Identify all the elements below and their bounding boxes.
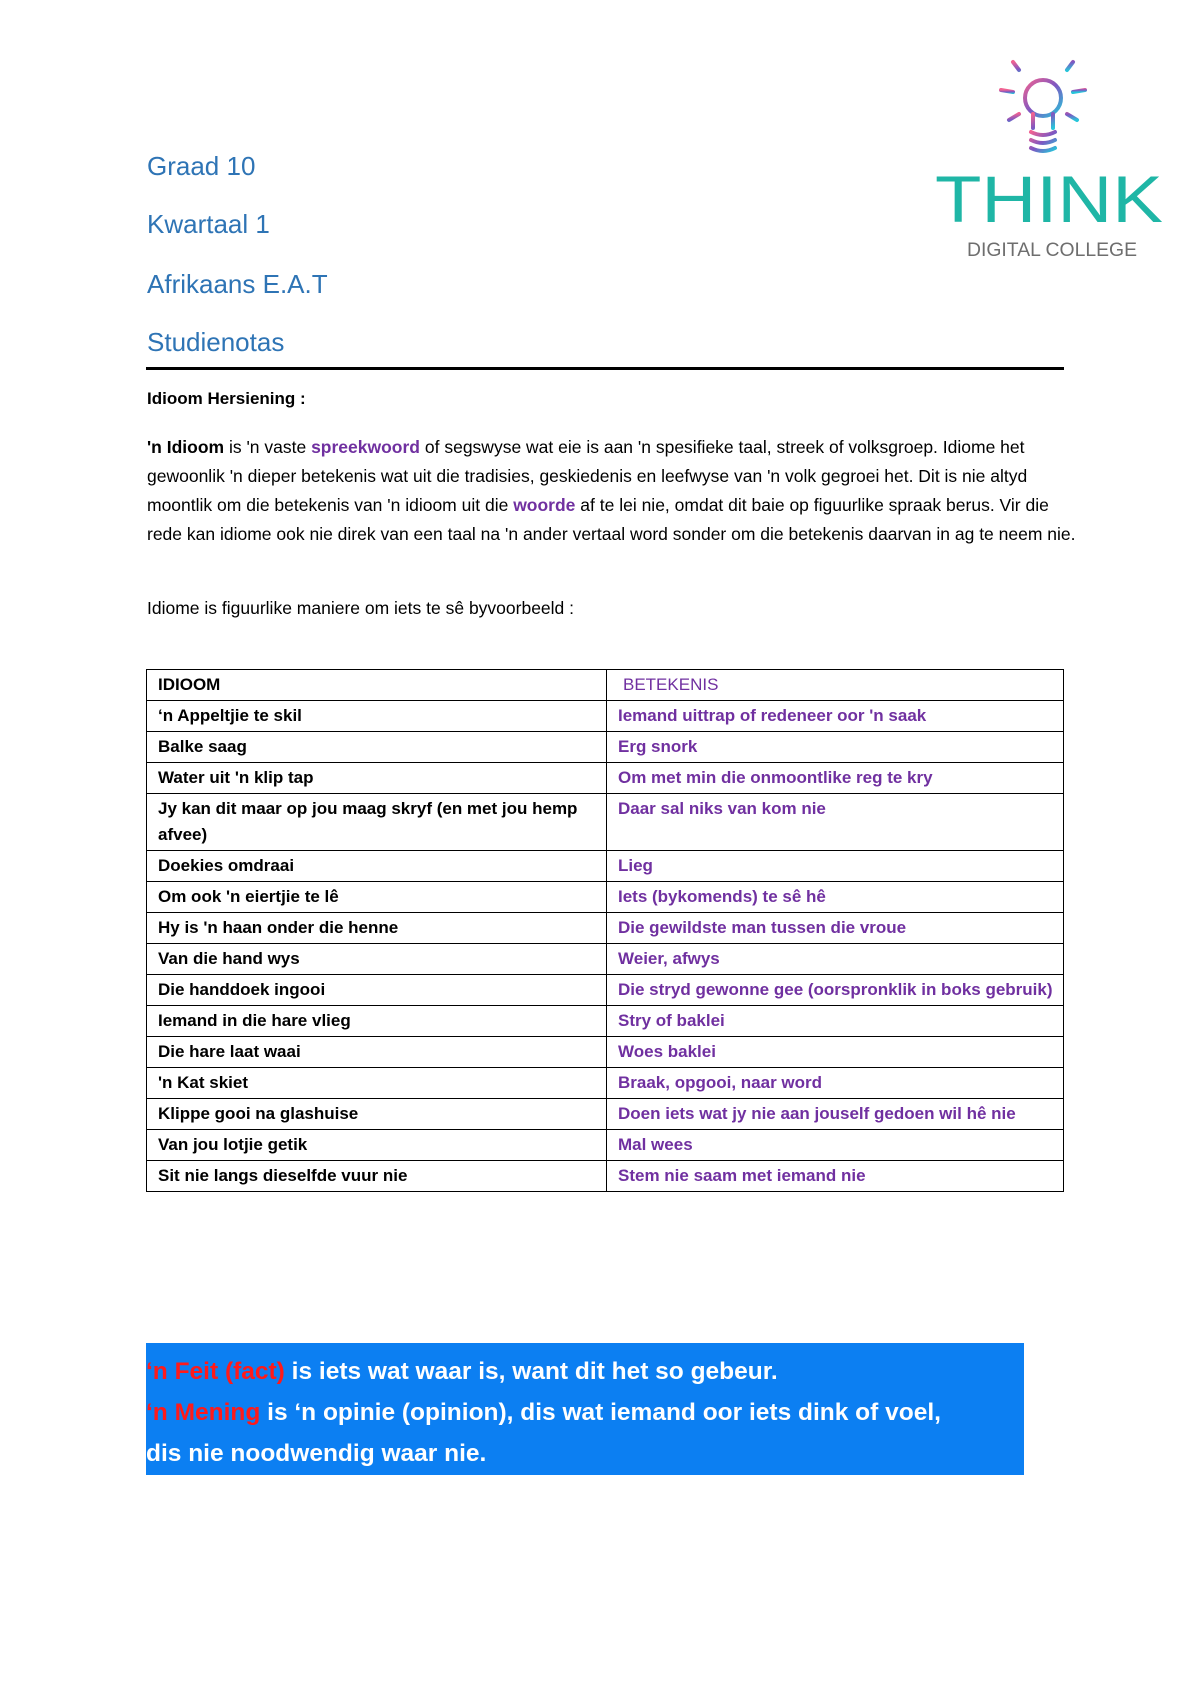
table-row [147, 701, 1064, 732]
table-row [147, 1130, 1064, 1161]
section-title: Idioom Hersiening : [147, 389, 306, 408]
idiom-table-body [147, 701, 1064, 1192]
intro-link-woorde: woorde [513, 495, 576, 515]
idiom-cell: Die handdoek ingooi [147, 975, 607, 1006]
table-header-row [147, 670, 1064, 701]
opinion-term: ‘n Mening [146, 1399, 261, 1426]
fact-opinion-banner [146, 1343, 1024, 1475]
table-row [147, 1006, 1064, 1037]
meaning-cell: Woes baklei [607, 1037, 1064, 1068]
think-wordmark [935, 162, 1163, 236]
meaning-cell: Weier, afwys [607, 944, 1064, 975]
table-row [147, 763, 1064, 794]
table-row [147, 1161, 1064, 1192]
meaning-cell: Braak, opgooi, naar word [607, 1068, 1064, 1099]
grade-heading: Graad 10 [147, 151, 256, 181]
intro-text-3: af te lei nie, omdat dit baie op figuurlike spraak berus. Vir die rede kan idiome ook nie direk van een taal na 'n ander vertaal word sonder om die betekenis daarvan in ag te neem nie. [147, 495, 1076, 544]
idiom-cell: Die hare laat waai [147, 1037, 607, 1068]
table-row [147, 1099, 1064, 1130]
idiom-cell: Om ook 'n eiertjie te lê [147, 882, 607, 913]
idiom-cell: Hy is 'n haan onder die henne [147, 913, 607, 944]
idiom-cell: Jy kan dit maar op jou maag skryf (en met jou hemp afvee) [147, 794, 607, 851]
meaning-cell: Stry of baklei [607, 1006, 1064, 1037]
opinion-line [146, 1392, 1024, 1433]
intro-paragraph [147, 433, 1077, 549]
lightbulb-icon [1001, 52, 1085, 151]
subject-heading: Afrikaans E.A.T [147, 269, 328, 299]
logo-subtitle: DIGITAL COLLEGE [967, 240, 1137, 261]
meaning-cell: Stem nie saam met iemand nie [607, 1161, 1064, 1192]
meaning-cell: Erg snork [607, 732, 1064, 763]
fact-text: is iets wat waar is, want dit het so gebeur. [284, 1358, 778, 1385]
idiom-cell: Iemand in die hare vlieg [147, 1006, 607, 1037]
idiom-cell: Sit nie langs dieselfde vuur nie [147, 1161, 607, 1192]
idiom-cell: 'n Kat skiet [147, 1068, 607, 1099]
fact-line [146, 1351, 1024, 1392]
table-row [147, 913, 1064, 944]
idiom-cell: Doekies omdraai [147, 851, 607, 882]
idiom-cell: Van die hand wys [147, 944, 607, 975]
header-divider [146, 367, 1064, 370]
table-row [147, 1068, 1064, 1099]
idiom-cell: Van jou lotjie getik [147, 1130, 607, 1161]
idiom-cell: Water uit 'n klip tap [147, 763, 607, 794]
table-row [147, 851, 1064, 882]
table-row [147, 975, 1064, 1006]
meaning-cell: Om met min die onmoontlike reg te kry [607, 763, 1064, 794]
table-row [147, 794, 1064, 851]
table-row [147, 882, 1064, 913]
meaning-cell: Iets (bykomends) te sê hê [607, 882, 1064, 913]
opinion-text: is ‘n opinie (opinion), dis wat iemand oor iets dink of voel, [260, 1399, 941, 1426]
think-digital-college-logo [935, 48, 1170, 268]
idiom-cell: Klippe gooi na glashuise [147, 1099, 607, 1130]
term-heading: Kwartaal 1 [147, 209, 270, 239]
table-row [147, 1037, 1064, 1068]
table-row [147, 944, 1064, 975]
idiom-cell: Balke saag [147, 732, 607, 763]
logo-word: THINK [935, 162, 1163, 236]
intro-text-1: is 'n vaste [224, 437, 312, 457]
idiom-table [146, 669, 1064, 1192]
fact-term: ‘n Feit (fact) [146, 1358, 285, 1385]
table-row [147, 732, 1064, 763]
doc-type-heading: Studienotas [147, 327, 285, 357]
intro-link-spreekwoord: spreekwoord [311, 437, 421, 457]
meaning-cell: Mal wees [607, 1130, 1064, 1161]
opinion-line-2: dis nie noodwendig waar nie. [146, 1440, 487, 1467]
example-intro: Idiome is figuurlike maniere om iets te sê byvoorbeeld : [147, 598, 575, 618]
meaning-cell: Lieg [607, 851, 1064, 882]
meaning-cell: Die gewildste man tussen die vroue [607, 913, 1064, 944]
intro-text-2: of segswyse wat eie is aan 'n spesifieke taal, streek of volksgroep. Idiome het gewoonlik 'n dieper betekenis wat uit die tradisies, geskiedenis en leefwyse van 'n volk gegroei het. Dit is nie altyd moontlik om die betekenis van 'n idioom uit die [147, 437, 1028, 515]
meaning-cell: Die stryd gewonne gee (oorspronklik in boks gebruik) [607, 975, 1064, 1006]
intro-term: 'n Idioom [147, 437, 225, 457]
meaning-cell: Daar sal niks van kom nie [607, 794, 1064, 851]
meaning-cell: Doen iets wat jy nie aan jouself gedoen wil hê nie [607, 1099, 1064, 1130]
idiom-cell: ‘n Appeltjie te skil [147, 701, 607, 732]
column-header-betekenis: BETEKENIS [607, 670, 1064, 701]
column-header-idioom: IDIOOM [147, 670, 607, 701]
meaning-cell: Iemand uittrap of redeneer oor 'n saak [607, 701, 1064, 732]
